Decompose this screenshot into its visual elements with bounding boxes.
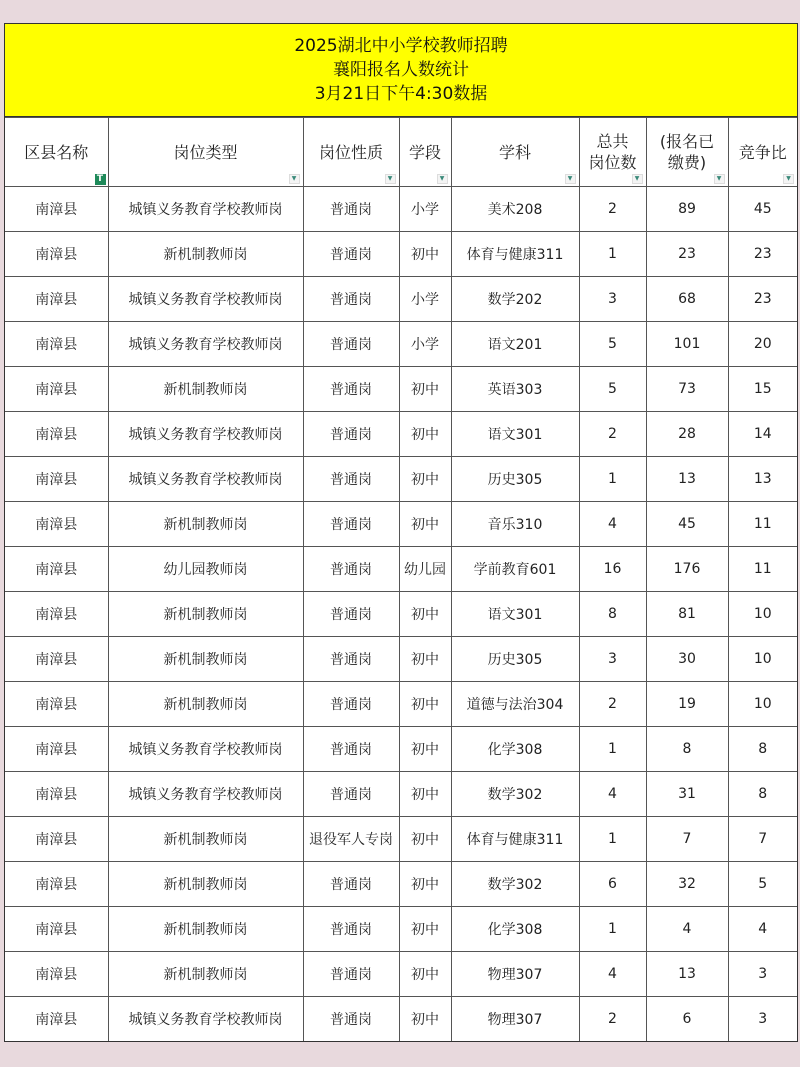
table-row xyxy=(5,862,797,907)
table-cell[interactable]: 南漳县 xyxy=(5,997,108,1042)
table-cell[interactable]: 普通岗 xyxy=(303,547,399,592)
table-cell[interactable]: 11 xyxy=(728,502,797,547)
table-cell[interactable]: 新机制教师岗 xyxy=(108,502,303,547)
table-cell[interactable]: 数学202 xyxy=(451,277,579,322)
data-table xyxy=(5,117,797,1041)
table-cell[interactable]: 11 xyxy=(728,547,797,592)
table-cell[interactable]: 4 xyxy=(579,772,646,817)
header-label: 岗位类型 xyxy=(173,142,238,162)
table-cell[interactable]: 1 xyxy=(579,232,646,277)
table-cell[interactable]: 城镇义务教育学校教师岗 xyxy=(108,412,303,457)
header-label-line2: 缴费) xyxy=(667,153,707,172)
table-cell[interactable]: 6 xyxy=(579,862,646,907)
column-header[interactable] xyxy=(728,118,797,187)
table-cell[interactable]: 新机制教师岗 xyxy=(108,367,303,412)
header-label: 总共 xyxy=(596,132,629,151)
table-cell[interactable]: 2 xyxy=(579,682,646,727)
table-cell[interactable]: 普通岗 xyxy=(303,232,399,277)
table-row xyxy=(5,817,797,862)
table-cell[interactable]: 南漳县 xyxy=(5,952,108,997)
column-header[interactable] xyxy=(399,118,451,187)
table-cell[interactable]: 普通岗 xyxy=(303,772,399,817)
table-cell[interactable]: 普通岗 xyxy=(303,682,399,727)
table-cell[interactable]: 13 xyxy=(728,457,797,502)
table-cell[interactable]: 4 xyxy=(646,907,728,952)
table-cell[interactable]: 7 xyxy=(646,817,728,862)
table-row xyxy=(5,727,797,772)
table-row xyxy=(5,907,797,952)
spreadsheet xyxy=(4,23,798,1042)
table-cell[interactable]: 新机制教师岗 xyxy=(108,952,303,997)
table-cell[interactable]: 普通岗 xyxy=(303,727,399,772)
table-cell[interactable]: 南漳县 xyxy=(5,682,108,727)
table-row xyxy=(5,952,797,997)
table-cell[interactable]: 南漳县 xyxy=(5,862,108,907)
table-cell[interactable]: 普通岗 xyxy=(303,457,399,502)
table-cell[interactable]: 城镇义务教育学校教师岗 xyxy=(108,772,303,817)
header-label: 学段 xyxy=(408,142,441,162)
filter-active-icon[interactable]: T xyxy=(95,174,106,185)
table-cell[interactable]: 普通岗 xyxy=(303,862,399,907)
table-cell[interactable]: 城镇义务教育学校教师岗 xyxy=(108,277,303,322)
dropdown-icon[interactable]: ▼ xyxy=(289,174,300,184)
dropdown-icon[interactable]: ▼ xyxy=(565,174,576,184)
title-line-3: 3月21日下午4:30数据 xyxy=(314,84,488,104)
table-cell[interactable]: 5 xyxy=(579,367,646,412)
table-cell[interactable]: 普通岗 xyxy=(303,997,399,1042)
table-cell[interactable]: 南漳县 xyxy=(5,772,108,817)
table-row xyxy=(5,412,797,457)
table-cell[interactable]: 新机制教师岗 xyxy=(108,637,303,682)
table-row xyxy=(5,232,797,277)
table-cell[interactable]: 南漳县 xyxy=(5,232,108,277)
table-cell[interactable]: 南漳县 xyxy=(5,457,108,502)
table-cell[interactable]: 学前教育601 xyxy=(451,547,579,592)
table-cell[interactable]: 20 xyxy=(728,322,797,367)
title-line-1: 2025湖北中小学校教师招聘 xyxy=(294,36,508,56)
header-label: 学科 xyxy=(498,142,531,162)
table-cell[interactable]: 小学 xyxy=(399,277,451,322)
table-cell[interactable]: 新机制教师岗 xyxy=(108,862,303,907)
table-cell[interactable]: 语文301 xyxy=(451,592,579,637)
table-cell[interactable]: 初中 xyxy=(399,682,451,727)
table-cell[interactable]: 退役军人专岗 xyxy=(303,817,399,862)
table-cell[interactable]: 5 xyxy=(728,862,797,907)
table-cell[interactable]: 新机制教师岗 xyxy=(108,592,303,637)
table-cell[interactable]: 物理307 xyxy=(451,997,579,1042)
table-cell[interactable]: 101 xyxy=(646,322,728,367)
table-cell[interactable]: 新机制教师岗 xyxy=(108,907,303,952)
table-cell[interactable]: 23 xyxy=(728,277,797,322)
table-cell[interactable]: 10 xyxy=(728,682,797,727)
table-cell[interactable]: 6 xyxy=(646,997,728,1042)
table-cell[interactable]: 南漳县 xyxy=(5,817,108,862)
table-cell[interactable]: 45 xyxy=(728,187,797,232)
table-cell[interactable]: 新机制教师岗 xyxy=(108,682,303,727)
table-row xyxy=(5,322,797,367)
table-row xyxy=(5,682,797,727)
column-header[interactable] xyxy=(5,118,108,187)
header-row xyxy=(5,118,797,187)
table-cell[interactable]: 南漳县 xyxy=(5,637,108,682)
table-cell[interactable]: 初中 xyxy=(399,817,451,862)
table-cell[interactable]: 31 xyxy=(646,772,728,817)
table-cell[interactable]: 23 xyxy=(728,232,797,277)
table-row xyxy=(5,502,797,547)
title-line-2: 襄阳报名人数统计 xyxy=(333,60,469,80)
table-cell[interactable]: 普通岗 xyxy=(303,367,399,412)
table-cell[interactable]: 10 xyxy=(728,637,797,682)
table-cell[interactable]: 176 xyxy=(646,547,728,592)
column-header[interactable] xyxy=(303,118,399,187)
table-cell[interactable]: 初中 xyxy=(399,592,451,637)
header-label: 竞争比 xyxy=(738,142,787,162)
table-cell[interactable]: 城镇义务教育学校教师岗 xyxy=(108,322,303,367)
table-cell[interactable]: 3 xyxy=(728,952,797,997)
table-cell[interactable]: 南漳县 xyxy=(5,322,108,367)
table-cell[interactable]: 1 xyxy=(579,817,646,862)
table-cell[interactable]: 南漳县 xyxy=(5,367,108,412)
table-cell[interactable]: 8 xyxy=(728,772,797,817)
table-cell[interactable]: 南漳县 xyxy=(5,727,108,772)
table-cell[interactable]: 7 xyxy=(728,817,797,862)
table-cell[interactable]: 15 xyxy=(728,367,797,412)
table-cell[interactable]: 南漳县 xyxy=(5,187,108,232)
table-cell[interactable]: 68 xyxy=(646,277,728,322)
table-cell[interactable]: 初中 xyxy=(399,457,451,502)
table-cell[interactable]: 体育与健康311 xyxy=(451,817,579,862)
table-cell[interactable]: 4 xyxy=(728,907,797,952)
table-cell[interactable]: 城镇义务教育学校教师岗 xyxy=(108,727,303,772)
table-cell[interactable]: 幼儿园 xyxy=(399,547,451,592)
table-row xyxy=(5,772,797,817)
table-cell[interactable]: 10 xyxy=(728,592,797,637)
table-cell[interactable]: 4 xyxy=(579,952,646,997)
table-cell[interactable]: 30 xyxy=(646,637,728,682)
table-cell[interactable]: 8 xyxy=(579,592,646,637)
dropdown-icon[interactable]: ▼ xyxy=(714,174,725,184)
table-cell[interactable]: 历史305 xyxy=(451,457,579,502)
table-cell[interactable]: 城镇义务教育学校教师岗 xyxy=(108,187,303,232)
table-cell[interactable]: 化学308 xyxy=(451,727,579,772)
table-cell[interactable]: 1 xyxy=(579,457,646,502)
dropdown-icon[interactable]: ▼ xyxy=(632,174,643,184)
table-cell[interactable]: 音乐310 xyxy=(451,502,579,547)
table-cell[interactable]: 南漳县 xyxy=(5,592,108,637)
table-cell[interactable]: 普通岗 xyxy=(303,637,399,682)
table-cell[interactable]: 16 xyxy=(579,547,646,592)
table-cell[interactable]: 南漳县 xyxy=(5,502,108,547)
table-cell[interactable]: 1 xyxy=(579,727,646,772)
table-cell[interactable]: 初中 xyxy=(399,502,451,547)
dropdown-icon[interactable]: ▼ xyxy=(783,174,794,184)
table-cell[interactable]: 初中 xyxy=(399,772,451,817)
table-cell[interactable]: 2 xyxy=(579,412,646,457)
table-row xyxy=(5,592,797,637)
column-header[interactable] xyxy=(646,118,728,187)
table-cell[interactable]: 幼儿园教师岗 xyxy=(108,547,303,592)
table-cell[interactable]: 普通岗 xyxy=(303,277,399,322)
table-cell[interactable]: 初中 xyxy=(399,907,451,952)
table-cell[interactable]: 普通岗 xyxy=(303,502,399,547)
table-cell[interactable]: 普通岗 xyxy=(303,592,399,637)
table-cell[interactable]: 初中 xyxy=(399,367,451,412)
table-cell[interactable]: 英语303 xyxy=(451,367,579,412)
table-cell[interactable]: 新机制教师岗 xyxy=(108,817,303,862)
table-cell[interactable]: 3 xyxy=(579,277,646,322)
dropdown-icon[interactable]: ▼ xyxy=(385,174,396,184)
table-cell[interactable]: 美术208 xyxy=(451,187,579,232)
table-body xyxy=(5,187,797,1042)
table-cell[interactable]: 3 xyxy=(579,637,646,682)
header-label: 岗位性质 xyxy=(318,142,383,162)
table-row xyxy=(5,547,797,592)
table-cell[interactable]: 28 xyxy=(646,412,728,457)
table-cell[interactable]: 89 xyxy=(646,187,728,232)
table-cell[interactable]: 81 xyxy=(646,592,728,637)
table-cell[interactable]: 物理307 xyxy=(451,952,579,997)
table-cell[interactable]: 南漳县 xyxy=(5,277,108,322)
table-cell[interactable]: 普通岗 xyxy=(303,187,399,232)
table-cell[interactable]: 8 xyxy=(728,727,797,772)
table-cell[interactable]: 73 xyxy=(646,367,728,412)
sheet-title xyxy=(5,24,797,117)
table-cell[interactable]: 普通岗 xyxy=(303,952,399,997)
table-cell[interactable]: 小学 xyxy=(399,187,451,232)
table-cell[interactable]: 23 xyxy=(646,232,728,277)
header-label: 区县名称 xyxy=(24,142,89,162)
table-cell[interactable]: 初中 xyxy=(399,862,451,907)
header-label-line2: 岗位数 xyxy=(588,153,637,172)
table-cell[interactable]: 体育与健康311 xyxy=(451,232,579,277)
table-cell[interactable]: 3 xyxy=(728,997,797,1042)
table-cell[interactable]: 道德与法治304 xyxy=(451,682,579,727)
table-cell[interactable]: 5 xyxy=(579,322,646,367)
table-cell[interactable]: 1 xyxy=(579,907,646,952)
table-cell[interactable]: 城镇义务教育学校教师岗 xyxy=(108,457,303,502)
table-cell[interactable]: 4 xyxy=(579,502,646,547)
table-cell[interactable]: 数学302 xyxy=(451,772,579,817)
table-cell[interactable]: 普通岗 xyxy=(303,907,399,952)
table-row xyxy=(5,277,797,322)
table-cell[interactable]: 城镇义务教育学校教师岗 xyxy=(108,997,303,1042)
table-cell[interactable]: 南漳县 xyxy=(5,547,108,592)
table-cell[interactable]: 新机制教师岗 xyxy=(108,232,303,277)
table-row xyxy=(5,997,797,1042)
table-cell[interactable]: 8 xyxy=(646,727,728,772)
table-cell[interactable]: 历史305 xyxy=(451,637,579,682)
table-cell[interactable]: 32 xyxy=(646,862,728,907)
table-cell[interactable]: 南漳县 xyxy=(5,412,108,457)
table-cell[interactable]: 初中 xyxy=(399,412,451,457)
table-cell[interactable]: 小学 xyxy=(399,322,451,367)
table-cell[interactable]: 普通岗 xyxy=(303,322,399,367)
table-row xyxy=(5,367,797,412)
table-cell[interactable]: 19 xyxy=(646,682,728,727)
column-header[interactable] xyxy=(579,118,646,187)
table-row xyxy=(5,187,797,232)
table-cell[interactable]: 数学302 xyxy=(451,862,579,907)
table-cell[interactable]: 13 xyxy=(646,457,728,502)
table-cell[interactable]: 2 xyxy=(579,997,646,1042)
table-cell[interactable]: 语文301 xyxy=(451,412,579,457)
header-label: (报名已 xyxy=(659,132,715,151)
table-cell[interactable]: 13 xyxy=(646,952,728,997)
table-cell[interactable]: 2 xyxy=(579,187,646,232)
table-cell[interactable]: 普通岗 xyxy=(303,412,399,457)
table-cell[interactable]: 初中 xyxy=(399,952,451,997)
table-cell[interactable]: 初中 xyxy=(399,997,451,1042)
table-cell[interactable]: 化学308 xyxy=(451,907,579,952)
column-header[interactable] xyxy=(451,118,579,187)
table-cell[interactable]: 南漳县 xyxy=(5,907,108,952)
table-row xyxy=(5,637,797,682)
table-cell[interactable]: 14 xyxy=(728,412,797,457)
dropdown-icon[interactable]: ▼ xyxy=(437,174,448,184)
table-cell[interactable]: 初中 xyxy=(399,637,451,682)
table-cell[interactable]: 初中 xyxy=(399,232,451,277)
table-row xyxy=(5,457,797,502)
table-cell[interactable]: 45 xyxy=(646,502,728,547)
table-cell[interactable]: 语文201 xyxy=(451,322,579,367)
column-header[interactable] xyxy=(108,118,303,187)
table-cell[interactable]: 初中 xyxy=(399,727,451,772)
